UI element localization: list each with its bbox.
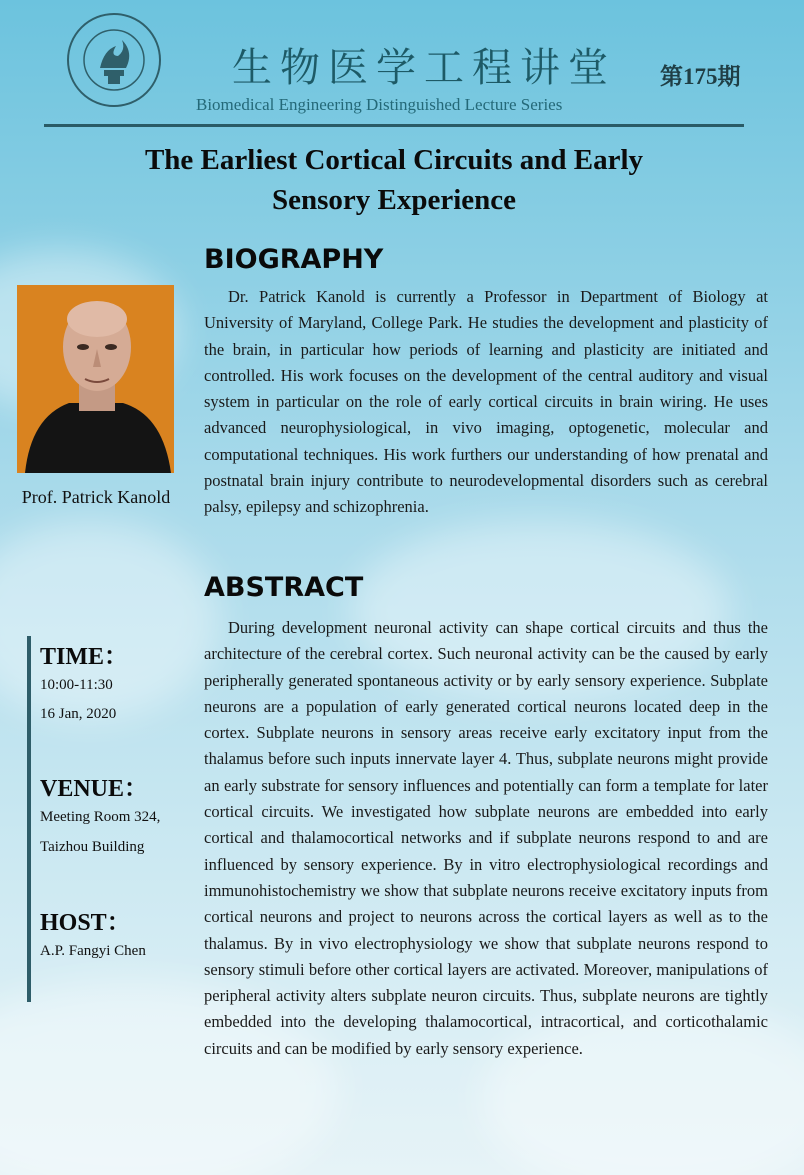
time-label: TIME： (40, 644, 129, 670)
abstract-heading: ABSTRACT (204, 572, 364, 603)
biography-heading: BIOGRAPHY (204, 244, 384, 275)
abstract-text: During development neuronal activity can shape cortical circuits and thus the architecture of the cerebral cortex. Such neuronal activity can be the caused by early peripherally generated spontaneous activity or by early sensory experience. Subplate neurons are a population of early generated cortical neurons located deep in the cortex. Subplate neurons in sensory areas receive early excitatory input from the thalamus before such inputs innervate layer 4. Thus, subplate neurons might provide an early substrate for sensory influences and potentially can form a template for later cortical circuits. We investigated how subplate neurons are embedded into early cortical and thalamocortical networks and if subplate neurons respond to and are influenced by sensory experience. By in vitro electrophysiological recordings and immunohistochemistry we show that subplate neurons receive excitatory inputs from cortical neurons and project to neurons across the cortical layers as well as to the thalamus. By in vivo electrophysiology we show that subplate neurons respond to sensory stimuli before other cortical layers are activated. Moreover, manipulations of peripheral activity alters subplate neuron circuits. Thus, subplate neurons are tightly embedded into the developing thalamocortical, intracortical, and corticothalamic circuits and can be modified by early sensory experience. (204, 618, 768, 1058)
speaker-photo (17, 285, 174, 473)
host-label: HOST： (40, 910, 131, 936)
lecture-title-line2: Sensory Experience (271, 184, 517, 216)
university-logo (60, 10, 168, 110)
venue-line2: Taizhou Building (40, 839, 145, 855)
info-accent-bar (27, 636, 31, 1002)
speaker-name: Prof. Patrick Kanold (21, 487, 171, 507)
portrait-illustration (17, 285, 174, 473)
venue-label: VENUE： (40, 776, 149, 802)
series-title-cn: 生物医学工程讲堂 (232, 45, 616, 91)
host-value: A.P. Fangyi Chen (40, 943, 146, 959)
venue-line1: Meeting Room 324, (40, 809, 161, 825)
time-value: 10:00-11:30 (40, 677, 113, 693)
date-value: 16 Jan, 2020 (40, 706, 117, 722)
lecture-title (60, 140, 728, 220)
header-divider (44, 124, 744, 127)
issue-number: 第175期 (660, 64, 741, 89)
lecture-title-line1: The Earliest Cortical Circuits and Early (144, 144, 644, 176)
biography-text: Dr. Patrick Kanold is currently a Professor in Department of Biology at University of Maryland, College Park. He studies the development and plasticity of the brain, in particular how periods of learning and plasticity are initiated and controlled. His work focuses on the development of the central auditory and visual system in particular on the role of early cortical circuits in brain wiring. He uses advanced neurophysiological, in vivo imaging, optogenetic, molecular and computational techniques. His work furthers our understanding of how prenatal and postnatal brain injury contribute to neurodevelopmental disorders such as cerebral palsy, epilepsy and schizophrenia. (204, 287, 768, 517)
series-title-en: Biomedical Engineering Distinguished Lecture Series (196, 95, 563, 114)
